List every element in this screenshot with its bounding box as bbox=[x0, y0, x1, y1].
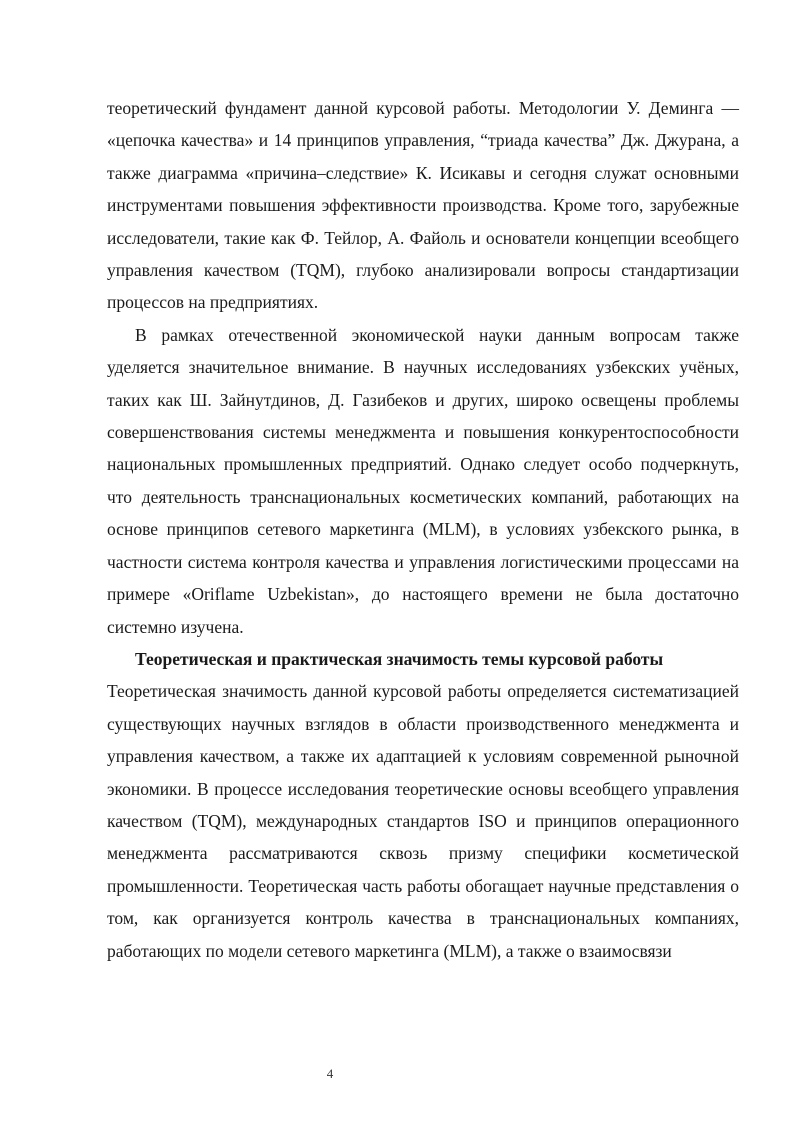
paragraph-3-body: Теоретическая значимость данной курсовой работы определяется систематизацией существующих научных взглядов в области производственного менеджмента и управления качеством, а также их адаптацией к условиям современной рыночной экономики. В процессе исследования теоретические основы всеобщего управления качеством (TQM), международных стандартов ISO и принципов операционного менеджмента рассматриваются сквозь призму специфики косметической промышленности. Теоретическая часть работы обогащает научные представления о том, как организуется контроль качества в транснациональных компаниях, работающих по модели сетевого маркетинга (MLM), а также о взаимосвязи bbox=[107, 681, 739, 961]
paragraph-3 bbox=[107, 643, 739, 967]
paragraph-2: В рамках отечественной экономической науки данным вопросам также уделяется значительное внимание. В научных исследованиях узбекских учёных, таких как Ш. Зайнутдинов, Д. Газибеков и других, широко освещены проблемы совершенствования системы менеджмента и повышения конкурентоспособности национальных промышленных предприятий. Однако следует особо подчеркнуть, что деятельность транснациональных косметических компаний, работающих на основе принципов сетевого маркетинга (MLM), в условиях узбекского рынка, в частности система контроля качества и управления логистическими процессами на примере «Oriflame Uzbekistan», до настоящего времени не была достаточно системно изучена. bbox=[107, 324, 739, 637]
page-number: 4 bbox=[326, 1066, 334, 1081]
paragraph-1: теоретический фундамент данной курсовой работы. Методологии У. Деминга — «цепочка качества» и 14 принципов управления, “триада качества” Дж. Джурана, а также диаграмма «причина–следствие» К. Исикавы и сегодня служат основными инструментами повышения эффективности производства. Кроме того, зарубежные исследователи, такие как Ф. Тейлор, А. Файоль и основатели концепции всеобщего управления качеством (TQM), глубоко анализировали вопросы стандартизации процессов на предприятиях. bbox=[107, 98, 739, 313]
section-heading: Теоретическая и практическая значимость темы курсовой работы bbox=[135, 648, 664, 669]
document-page bbox=[107, 92, 739, 967]
